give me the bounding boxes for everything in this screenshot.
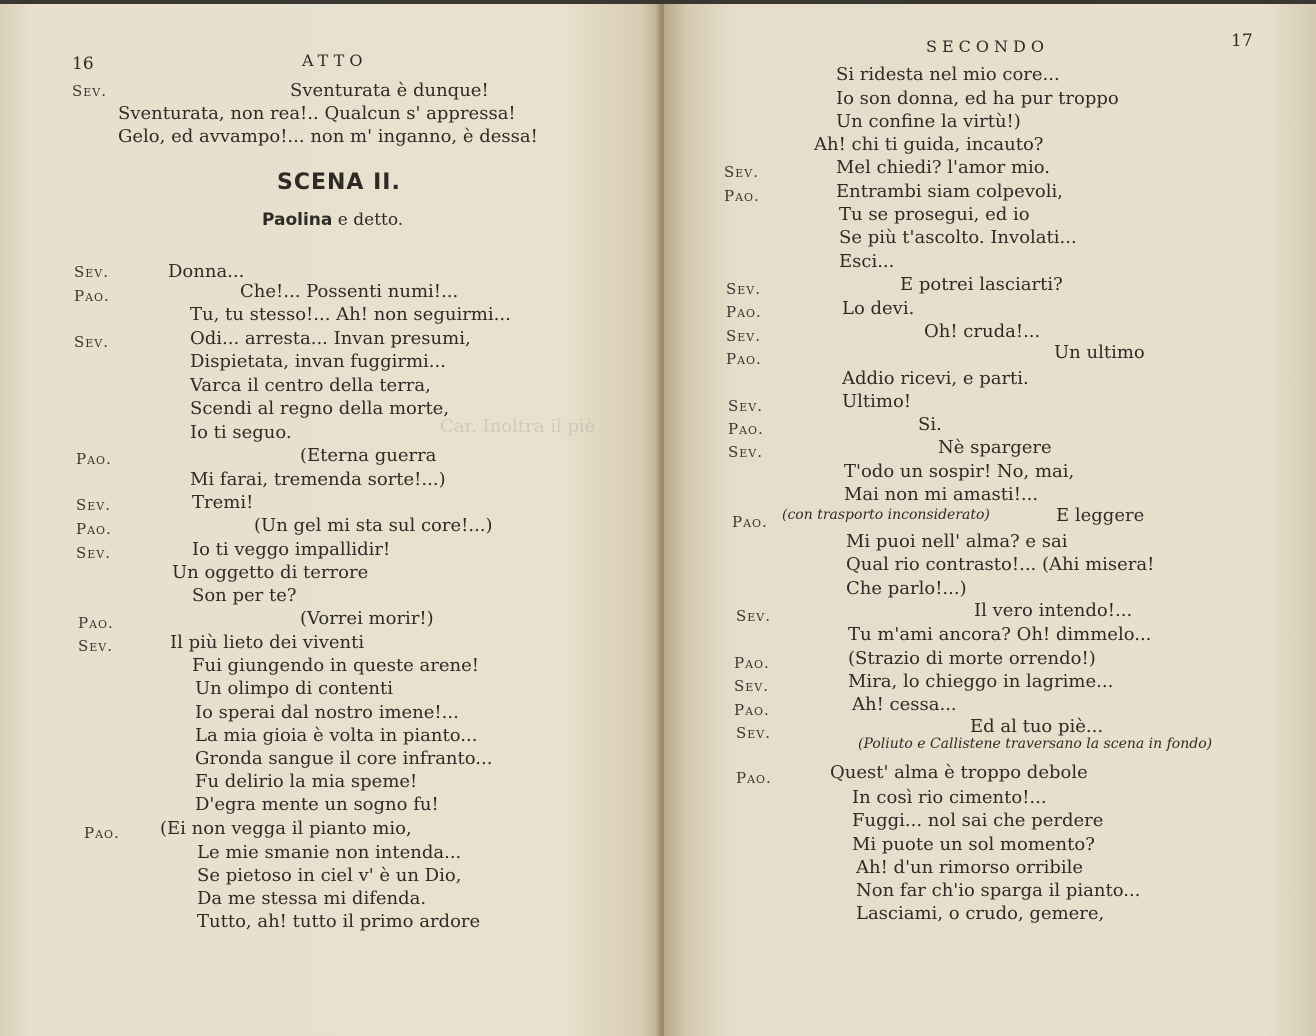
verse-line: Ed al tuo piè... [970,716,1104,737]
verse-line: Sventurata è dunque! [290,80,489,101]
speaker-label: Sev. [76,544,112,562]
verse-line: Io son donna, ed ha pur troppo [836,88,1119,109]
speaker-label: Sev. [78,637,114,655]
stage-direction: (Poliuto e Callistene traversano la scena in fondo) [858,736,1213,752]
verse-line: Qual rio contrasto!... (Ahi misera! [846,554,1155,575]
speaker-label: Pao. [74,287,110,305]
speaker-label: Sev. [734,677,770,695]
verse-line: Mel chiedi? l'amor mio. [836,157,1051,178]
verse-line: Mai non mi amasti!... [844,484,1039,505]
verse-line: Fuggi... nol sai che perdere [852,810,1104,831]
verse-line: Oh! cruda!... [924,321,1041,342]
verse-line: Fui giungendo in queste arene! [192,655,480,676]
left-page [0,4,664,1036]
verse-line: (Un gel mi sta sul core!...) [254,515,493,536]
speaker-label: Pao. [736,769,772,787]
verse-line: Un olimpo di contenti [195,678,393,699]
verse-line: Varca il centro della terra, [190,375,431,396]
verse-line: Sventurata, non rea!.. Qualcun s' appressa! [118,103,516,124]
verse-line: E leggere [1056,505,1145,526]
verse-line: Ah! chi ti guida, incauto? [814,134,1044,155]
speaker-label: Sev. [726,280,762,298]
verse-line: Lasciami, o crudo, gemere, [856,903,1105,924]
verse-line: Son per te? [192,585,297,606]
speaker-label: Pao. [726,303,762,321]
verse-line: (Eterna guerra [300,445,437,466]
verse-line: Non far ch'io sparga il pianto... [856,880,1141,901]
speaker-label: Sev. [74,333,110,351]
stage-direction: (con trasporto inconsiderato) [782,507,990,523]
verse-line: Da me stessa mi difenda. [197,888,427,909]
verse-line: Ah! d'un rimorso orribile [856,857,1084,878]
right-page-number: 17 [1231,31,1253,51]
verse-line: Un oggetto di terrore [172,562,369,583]
speaker-label: Sev. [76,496,112,514]
verse-line: Addio ricevi, e parti. [842,368,1029,389]
verse-line: Io ti veggo impallidir! [192,539,391,560]
speaker-label: Pao. [734,701,770,719]
verse-line: Nè spargere [938,437,1052,458]
verse-line: Che!... Possenti numi!... [240,281,459,302]
verse-line: In così rio cimento!... [852,787,1047,808]
verse-line: Quest' alma è troppo debole [830,762,1088,783]
verse-line: (Ei non vegga il pianto mio, [160,818,412,839]
verse-line: T'odo un sospir! No, mai, [844,461,1075,482]
speaker-label: Sev. [728,397,764,415]
verse-line: Lo devi. [842,298,915,319]
verse-line: Io ti seguo. [190,422,292,443]
verse-line: La mia gioia è volta in pianto... [195,725,478,746]
speaker-label: Pao. [84,824,120,842]
verse-line: D'egra mente un sogno fu! [195,794,439,815]
verse-line: (Strazio di morte orrendo!) [848,648,1096,669]
verse-line: Il vero intendo!... [974,600,1133,621]
verse-line: Io sperai dal nostro imene!... [195,702,459,723]
verse-line: Si. [918,414,942,435]
left-running-head: ATTO [302,51,368,70]
verse-line: Se pietoso in ciel v' è un Dio, [197,865,462,886]
speaker-label: Pao. [734,654,770,672]
verse-line: Odi... arresta... Invan presumi, [190,328,471,349]
verse-line: Entrambi siam colpevoli, [836,181,1063,202]
verse-line: Dispietata, invan fuggirmi... [190,351,446,372]
character-name: Paolina [262,210,333,230]
speaker-label: Pao. [76,450,112,468]
speaker-label: Sev. [736,724,772,742]
verse-line: Ultimo! [842,391,912,412]
speaker-label: Sev. [72,82,108,100]
verse-line: Mi farai, tremenda sorte!...) [190,469,446,490]
show-through: Car. Inoltra il piè [440,416,596,437]
speaker-label: Sev. [726,327,762,345]
speaker-label: Pao. [76,520,112,538]
verse-line: Tutto, ah! tutto il primo ardore [197,911,481,932]
verse-line: Un confine la virtù!) [836,111,1021,132]
left-page-number: 16 [72,54,94,74]
verse-line: Un ultimo [1054,342,1145,363]
verse-line: Se più t'ascolto. Involati... [839,227,1077,248]
verse-line: Esci... [839,251,895,272]
verse-line: Mi puoi nell' alma? e sai [846,531,1068,552]
right-page [664,4,1316,1036]
verse-line: Donna... [168,261,245,282]
speaker-label: Sev. [724,163,760,181]
speaker-label: Sev. [74,263,110,281]
speaker-label: Pao. [724,187,760,205]
verse-line: Tu se prosegui, ed io [839,204,1030,225]
verse-line: Gronda sangue il core infranto... [195,748,493,769]
verse-line: Tu m'ami ancora? Oh! dimmelo... [848,624,1152,645]
verse-line: Gelo, ed avvampo!... non m' inganno, è dessa! [118,126,538,147]
speaker-label: Pao. [78,614,114,632]
verse-line: Ah! cessa... [852,694,957,715]
verse-line: Mi puote un sol momento? [852,834,1095,855]
speaker-label: Pao. [726,350,762,368]
speaker-label: Pao. [728,420,764,438]
verse-line: Tu, tu stesso!... Ah! non seguirmi... [190,304,511,325]
verse-line: Si ridesta nel mio core... [836,64,1060,85]
speaker-label: Sev. [728,443,764,461]
verse-line: Che parlo!...) [846,578,967,599]
scene-subtitle [262,210,403,230]
verse-line: Scendi al regno della morte, [190,398,450,419]
right-running-head: SECONDO [926,37,1049,56]
verse-line: Fu delirio la mia speme! [195,771,418,792]
speaker-label: Sev. [736,607,772,625]
verse-line: Tremi! [192,492,254,513]
verse-line: Mira, lo chieggo in lagrime... [848,671,1114,692]
verse-line: E potrei lasciarti? [900,274,1063,295]
scene-subtitle-rest: e detto. [337,210,404,230]
verse-line: Le mie smanie non intenda... [197,842,462,863]
verse-line: Il più lieto dei viventi [170,632,365,653]
speaker-label: Pao. [732,513,768,531]
scene-title: SCENA II. [277,170,401,195]
verse-line: (Vorrei morir!) [300,608,434,629]
